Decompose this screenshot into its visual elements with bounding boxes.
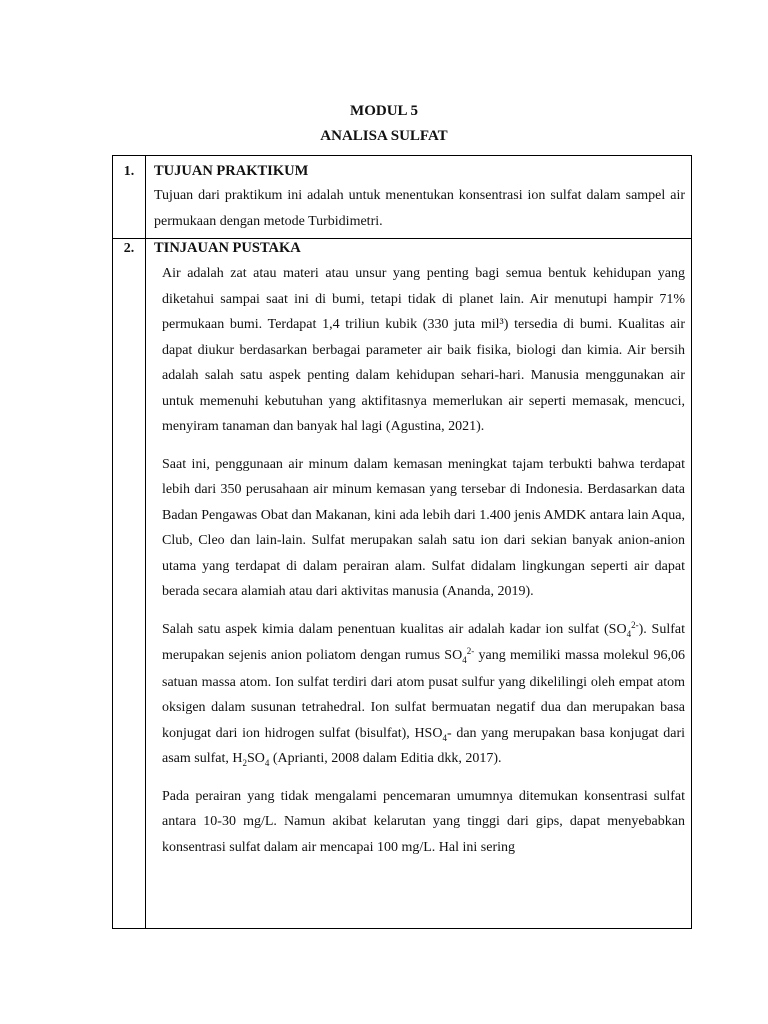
section-number-2: 2. (123, 241, 135, 256)
section-objective (154, 162, 685, 234)
paragraph-sulfate-concentration: Pada perairan yang tidak mengalami pencemaran umumnya ditemukan konsentrasi sulfat antara 10-30 mg/L. Namun akibat kelarutan yang tinggi dari gips, dapat menyebabkan konsentrasi sulfat dalam air mencapai 100 mg/L. Hal ini sering (162, 788, 685, 855)
section-heading-objective: TUJUAN PRAKTIKUM (154, 163, 309, 179)
section-literature-review (154, 239, 685, 872)
paragraph-water: Air adalah zat atau materi atau unsur yang penting bagi semua bentuk kehidupan yang diketahui sampai saat ini di bumi, tetapi tidak di planet lain. Air menutupi hampir 71% permukaan bumi. Terdapat 1,4 triliun kubik (330 juta mil³) tersedia di bumi. Kualitas air dapat diukur berdasarkan berbagai parameter air baik fisika, biologi dan kimia. Air bersih adalah salah satu aspek penting dalam kehidupan sehari-hari. Manusia menggunakan air untuk memenuhi kebutuhan yang aktifitasnya memerlukan air seperti memasak, mencuci, menyiram tanaman dan banyak hal lagi (Agustina, 2021). (162, 266, 685, 434)
column-divider (145, 156, 146, 928)
content-table (112, 155, 692, 929)
module-number: MODUL 5 (350, 103, 418, 119)
paragraph-sulfate-chemistry: Salah satu aspek kimia dalam penentuan kualitas air adalah kadar ion sulfat $(SO_4^{2-})$. Sulfat merupakan sejenis anion poliatom dengan rumus $SO_4^{2-}$ yang memiliki massa molekul 96,06 satuan massa atom. Ion sulfat terdiri dari atom pusat sulfur yang dikelilingi oleh empat atom oksigen dalam susunan tetrahedral. Ion sulfat bermuatan negatif dua dan merupakan basa konjugat dari ion hidrogen sulfat (bisulfat), $HSO_4-$ dan yang merupakan basa konjugat dari asam sulfat, $H_2SO_4$ (Aprianti, 2008 dalam Editia dkk, 2017). (162, 619, 686, 768)
section-number-1: 1. (123, 164, 135, 179)
objective-text: Tujuan dari praktikum ini adalah untuk menentukan konsentrasi ion sulfat dalam sampel air permukaan dengan metode Turbidimetri. (154, 188, 685, 229)
paragraph-bottled-water: Saat ini, penggunaan air minum dalam kemasan meningkat tajam terbukti bahwa terdapat lebih dari 350 perusahaan air minum kemasan yang tersebar di Indonesia. Berdasarkan data Badan Pengawas Obat dan Makanan, kini ada lebih dari 1.400 jenis AMDK antara lain Aqua, Club, Cleo dan lain-lain. Sulfat merupakan salah satu ion dari sekian banyak anion-anion utama yang terdapat di dalam perairan alam. Sulfat didalam lingkungan seperti air dapat berada secara alamiah atau dari aktivitas manusia (Ananda, 2019). (162, 456, 685, 599)
section-heading-literature: TINJAUAN PUSTAKA (154, 240, 301, 256)
module-title: ANALISA SULFAT (320, 128, 448, 144)
